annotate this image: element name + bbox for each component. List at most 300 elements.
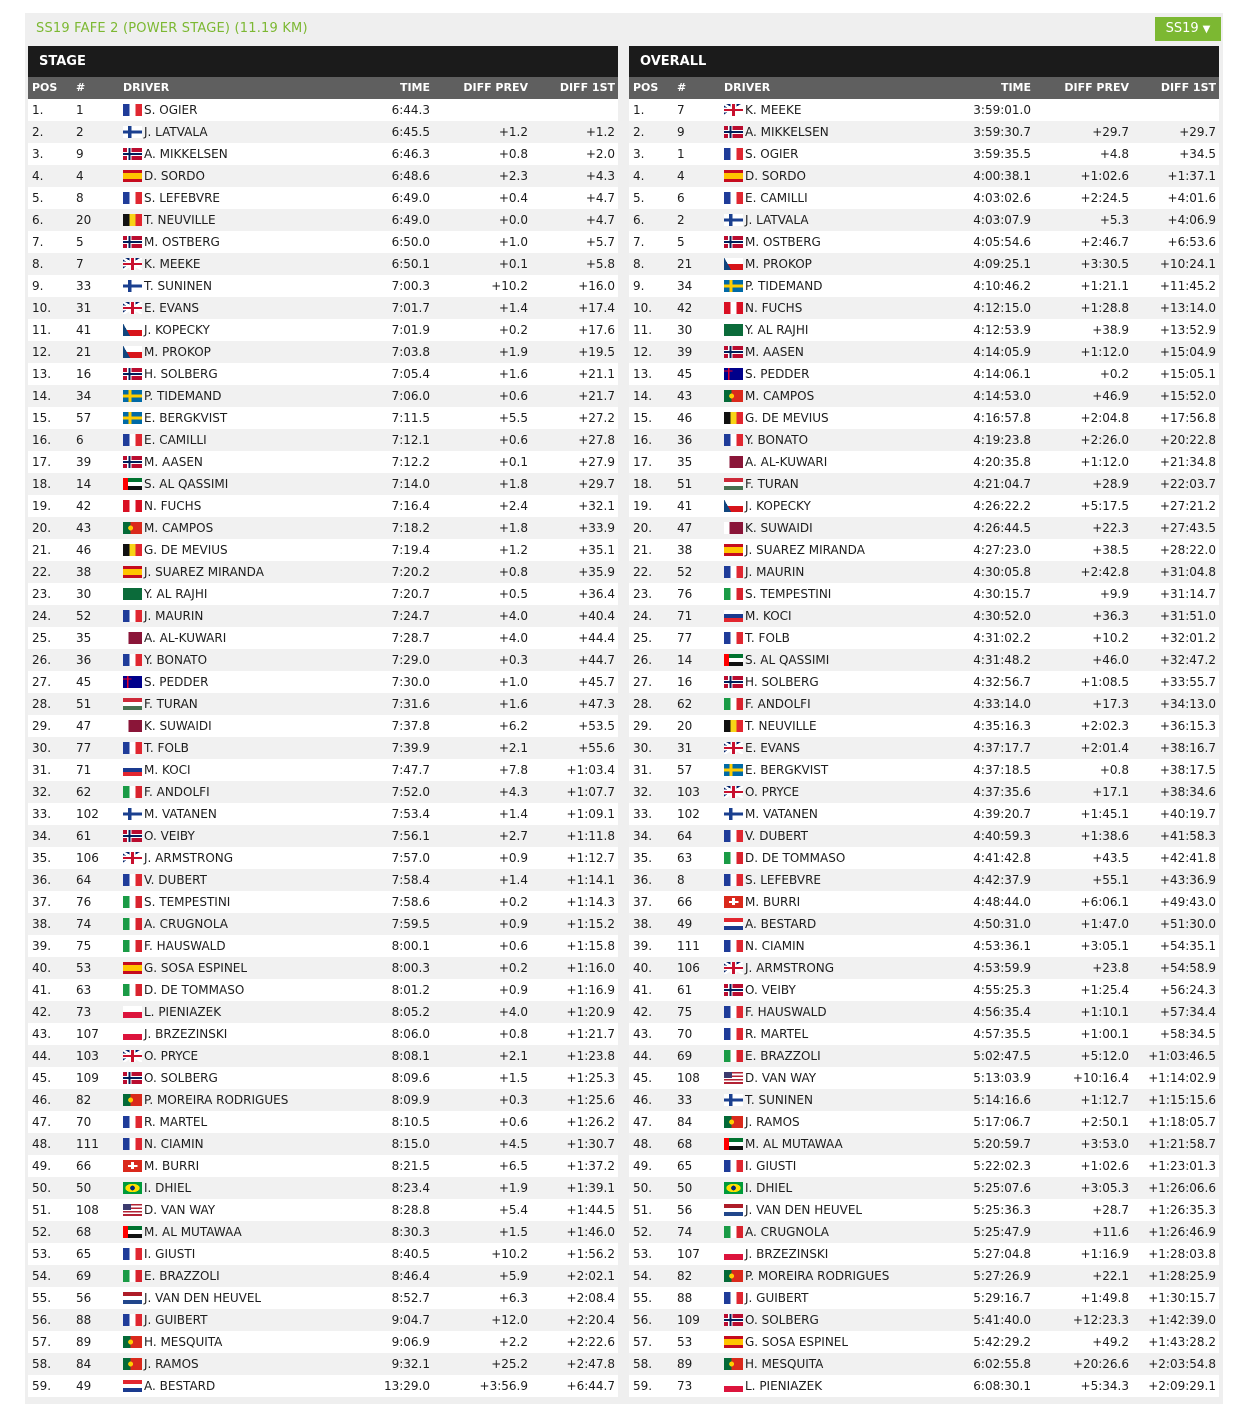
row-driver[interactable] (724, 1155, 796, 1177)
row-driver[interactable] (724, 649, 829, 671)
row-car-number: 5 (76, 235, 84, 249)
row-driver[interactable] (724, 341, 804, 363)
row-driver[interactable] (123, 1177, 191, 1199)
row-time: 4:09:25.1 (973, 257, 1031, 271)
row-driver[interactable] (724, 1133, 843, 1155)
row-driver[interactable] (724, 209, 809, 231)
row-driver[interactable] (724, 363, 809, 385)
row-driver[interactable] (123, 891, 230, 913)
flag-be-icon (123, 544, 142, 556)
row-driver[interactable] (123, 187, 220, 209)
row-driver[interactable] (724, 187, 808, 209)
row-driver[interactable] (123, 605, 203, 627)
driver-name: I. DHIEL (144, 1181, 192, 1195)
row-driver[interactable] (724, 1353, 823, 1375)
row-driver[interactable] (724, 561, 804, 583)
row-time: 7:57.0 (391, 851, 430, 865)
row-position: 49. (633, 1159, 653, 1173)
row-diff-first: +1:03:46.5 (1148, 1049, 1216, 1063)
row-diff-first: +32:47.2 (1159, 653, 1216, 667)
driver-name: F. ANDOLFI (144, 785, 210, 799)
row-diff-first: +1:09.1 (566, 807, 615, 821)
row-car-number: 36 (76, 653, 92, 667)
row-car-number: 35 (76, 631, 92, 645)
row-position: 11. (633, 323, 653, 337)
row-driver[interactable] (724, 253, 812, 275)
row-driver[interactable] (123, 99, 197, 121)
row-driver[interactable] (724, 715, 817, 737)
row-diff-first: +1:23:01.3 (1148, 1159, 1216, 1173)
row-time: 4:21:04.7 (973, 477, 1031, 491)
row-driver[interactable] (724, 1265, 889, 1287)
row-time: 7:58.6 (391, 895, 430, 909)
row-driver[interactable] (123, 1243, 195, 1265)
row-driver[interactable] (724, 165, 806, 187)
row-driver[interactable] (123, 759, 191, 781)
row-driver[interactable] (123, 627, 226, 649)
driver-name: J. VAN DEN HEUVEL (745, 1203, 863, 1217)
row-driver[interactable] (123, 1331, 222, 1353)
row-time: 7:29.0 (391, 653, 430, 667)
flag-it-icon (724, 1050, 743, 1062)
row-driver[interactable] (123, 583, 207, 605)
table-row (28, 385, 618, 407)
table-row (629, 847, 1219, 869)
table-row (629, 1287, 1219, 1309)
flag-se-icon (724, 764, 743, 776)
row-driver[interactable] (724, 825, 808, 847)
row-position: 16. (633, 433, 653, 447)
driver-name: J. LATVALA (745, 213, 809, 227)
table-row (28, 1199, 618, 1221)
row-diff-prev: +0.9 (498, 917, 528, 931)
row-driver[interactable] (123, 1155, 199, 1177)
row-car-number: 89 (76, 1335, 92, 1349)
row-driver[interactable] (724, 143, 798, 165)
row-driver[interactable] (123, 363, 218, 385)
row-driver[interactable] (724, 1067, 816, 1089)
row-position: 58. (633, 1357, 653, 1371)
row-driver[interactable] (724, 99, 801, 121)
row-driver[interactable] (123, 143, 228, 165)
row-car-number: 74 (677, 1225, 693, 1239)
row-driver[interactable] (123, 979, 244, 1001)
driver-name: M. PROKOP (745, 257, 812, 271)
row-time: 8:10.5 (391, 1115, 430, 1129)
flag-au-icon (724, 368, 743, 380)
table-row (629, 143, 1219, 165)
row-driver[interactable] (724, 275, 822, 297)
row-diff-prev: +0.6 (498, 939, 528, 953)
table-row (28, 671, 618, 693)
row-driver[interactable] (123, 209, 216, 231)
row-car-number: 88 (76, 1313, 92, 1327)
driver-name: V. DUBERT (745, 829, 808, 843)
row-driver[interactable] (123, 715, 212, 737)
row-driver[interactable] (123, 319, 210, 341)
row-driver[interactable] (724, 1001, 827, 1023)
row-position: 23. (633, 587, 653, 601)
table-row (28, 605, 618, 627)
row-driver[interactable] (123, 407, 227, 429)
row-diff-prev: +4.0 (498, 609, 528, 623)
flag-fr-icon (724, 192, 743, 204)
row-driver[interactable] (123, 429, 207, 451)
row-position: 36. (32, 873, 52, 887)
row-driver[interactable] (123, 1023, 227, 1045)
flag-fr-icon (724, 566, 743, 578)
table-row (28, 1309, 618, 1331)
row-driver[interactable] (123, 913, 228, 935)
row-driver[interactable] (724, 979, 796, 1001)
row-position: 5. (32, 191, 44, 205)
row-diff-prev: +36.3 (1092, 609, 1129, 623)
row-driver[interactable] (123, 121, 208, 143)
stage-selector-dropdown[interactable] (1155, 17, 1221, 41)
col-diff-first: DIFF 1ST (1160, 81, 1216, 94)
row-time: 4:40:59.3 (973, 829, 1031, 843)
driver-name: Y. AL RAJHI (745, 323, 809, 337)
row-driver[interactable] (123, 1133, 204, 1155)
row-diff-prev: +1.5 (498, 1225, 528, 1239)
row-driver[interactable] (724, 803, 818, 825)
row-car-number: 109 (76, 1071, 99, 1085)
row-car-number: 7 (76, 257, 84, 271)
row-car-number: 107 (76, 1027, 99, 1041)
row-driver[interactable] (724, 693, 811, 715)
row-driver[interactable] (724, 1089, 813, 1111)
row-driver[interactable] (724, 429, 808, 451)
col-time: TIME (399, 81, 430, 94)
table-row (629, 495, 1219, 517)
row-position: 4. (32, 169, 44, 183)
row-driver[interactable] (123, 451, 203, 473)
driver-name: N. FUCHS (745, 301, 803, 315)
flag-se-icon (123, 390, 142, 402)
row-position: 38. (633, 917, 653, 931)
flag-us-icon (123, 1204, 142, 1216)
row-position: 57. (32, 1335, 52, 1349)
row-position: 17. (32, 455, 52, 469)
table-row (28, 715, 618, 737)
row-car-number: 6 (76, 433, 84, 447)
table-row (28, 737, 618, 759)
row-position: 44. (32, 1049, 52, 1063)
row-car-number: 4 (76, 169, 84, 183)
row-time: 7:14.0 (391, 477, 430, 491)
row-driver[interactable] (724, 121, 829, 143)
row-time: 7:47.7 (391, 763, 430, 777)
driver-name: J. KOPECKY (144, 323, 210, 337)
row-time: 4:12:53.9 (973, 323, 1031, 337)
flag-fr-icon (123, 104, 142, 116)
row-driver[interactable] (724, 407, 829, 429)
row-diff-first: +47.3 (578, 697, 615, 711)
row-position: 35. (633, 851, 653, 865)
row-driver[interactable] (724, 627, 790, 649)
row-driver[interactable] (724, 1111, 800, 1133)
row-diff-first: +38:17.5 (1159, 763, 1216, 777)
row-driver[interactable] (724, 583, 831, 605)
row-driver[interactable] (123, 253, 200, 275)
row-driver[interactable] (123, 385, 221, 407)
flag-it-icon (724, 852, 743, 864)
row-time: 4:05:54.6 (973, 235, 1031, 249)
row-driver[interactable] (724, 891, 800, 913)
table-row (629, 539, 1219, 561)
row-diff-first: +40:19.7 (1159, 807, 1216, 821)
row-diff-first: +1.2 (585, 125, 615, 139)
row-driver[interactable] (724, 1221, 829, 1243)
flag-fi-icon (724, 808, 743, 820)
row-position: 12. (32, 345, 52, 359)
row-car-number: 52 (677, 565, 693, 579)
row-driver[interactable] (123, 825, 195, 847)
row-driver[interactable] (123, 1089, 288, 1111)
row-car-number: 108 (677, 1071, 700, 1085)
row-driver[interactable] (123, 1287, 261, 1309)
row-driver[interactable] (123, 1067, 218, 1089)
row-position: 3. (32, 147, 44, 161)
flag-pt-icon (724, 390, 743, 402)
flag-no-icon (724, 676, 743, 688)
row-driver[interactable] (724, 671, 819, 693)
row-diff-prev: +0.8 (498, 147, 528, 161)
row-driver[interactable] (123, 1353, 199, 1375)
row-diff-first: +1:12.7 (566, 851, 615, 865)
row-diff-prev: +0.9 (498, 983, 528, 997)
table-row (629, 517, 1219, 539)
driver-name: J. MAURIN (745, 565, 805, 579)
overall-heading: OVERALL (629, 46, 1219, 77)
row-time: 6:49.0 (391, 213, 430, 227)
row-driver[interactable] (724, 385, 814, 407)
table-row (629, 1023, 1219, 1045)
row-position: 29. (633, 719, 653, 733)
row-diff-prev: +2.7 (498, 829, 528, 843)
row-driver[interactable] (123, 231, 220, 253)
row-time: 6:44.3 (391, 103, 430, 117)
driver-name: A. BESTARD (745, 917, 817, 931)
row-driver[interactable] (123, 869, 207, 891)
row-driver[interactable] (123, 1001, 221, 1023)
row-car-number: 82 (677, 1269, 693, 1283)
driver-name: I. GIUSTI (745, 1159, 797, 1173)
flag-no-icon (724, 346, 743, 358)
row-position: 54. (633, 1269, 653, 1283)
row-driver[interactable] (724, 1023, 808, 1045)
row-driver[interactable] (123, 1375, 215, 1397)
row-driver[interactable] (123, 341, 211, 363)
row-time: 8:00.3 (391, 961, 430, 975)
row-car-number: 69 (76, 1269, 92, 1283)
row-driver[interactable] (724, 495, 811, 517)
flag-no-icon (123, 1072, 142, 1084)
row-diff-prev: +1.0 (498, 235, 528, 249)
row-driver[interactable] (724, 1375, 822, 1397)
row-time: 8:09.6 (391, 1071, 430, 1085)
row-diff-first: +2:47.8 (566, 1357, 615, 1371)
row-diff-prev: +0.1 (498, 257, 528, 271)
row-diff-first: +29.7 (1179, 125, 1216, 139)
row-diff-prev: +0.2 (498, 323, 528, 337)
row-car-number: 57 (677, 763, 693, 777)
row-position: 50. (32, 1181, 52, 1195)
table-row (28, 231, 618, 253)
row-diff-first: +1:14.1 (566, 873, 615, 887)
row-time: 4:14:53.0 (973, 389, 1031, 403)
row-driver[interactable] (724, 231, 821, 253)
table-row (28, 1155, 618, 1177)
row-driver[interactable] (123, 1221, 242, 1243)
row-driver[interactable] (724, 605, 792, 627)
row-diff-prev: +10:16.4 (1072, 1071, 1129, 1085)
row-car-number: 103 (677, 785, 700, 799)
row-driver[interactable] (123, 1309, 207, 1331)
row-driver[interactable] (724, 847, 845, 869)
row-diff-prev: +3:53.0 (1080, 1137, 1129, 1151)
row-time: 4:50:31.0 (973, 917, 1031, 931)
table-row (629, 715, 1219, 737)
flag-us-icon (724, 1072, 743, 1084)
flag-es-icon (123, 170, 142, 182)
row-time: 7:03.8 (391, 345, 430, 359)
row-diff-first: +53.5 (578, 719, 615, 733)
driver-name: N. CIAMIN (144, 1137, 204, 1151)
row-driver[interactable] (123, 275, 212, 297)
row-time: 7:58.4 (391, 873, 430, 887)
row-driver[interactable] (123, 803, 217, 825)
flag-fi-icon (724, 214, 743, 226)
driver-name: E. CAMILLI (144, 433, 207, 447)
table-row (629, 759, 1219, 781)
col-driver: DRIVER (724, 81, 771, 94)
flag-fr-icon (724, 1292, 743, 1304)
row-driver[interactable] (123, 539, 228, 561)
row-driver[interactable] (123, 517, 213, 539)
driver-name: P. MOREIRA RODRIGUES (144, 1093, 289, 1107)
table-row (629, 1199, 1219, 1221)
driver-name: S. LEFEBVRE (144, 191, 220, 205)
row-time: 4:30:52.0 (973, 609, 1031, 623)
row-driver[interactable] (123, 473, 228, 495)
row-car-number: 41 (677, 499, 693, 513)
row-driver[interactable] (724, 1243, 828, 1265)
row-driver[interactable] (724, 1199, 862, 1221)
flag-hu-icon (724, 478, 743, 490)
row-time: 8:00.1 (391, 939, 430, 953)
flag-no-icon (123, 368, 142, 380)
row-car-number: 68 (76, 1225, 92, 1239)
row-driver[interactable] (123, 649, 207, 671)
row-driver[interactable] (724, 1177, 792, 1199)
row-diff-first: +1:46.0 (566, 1225, 615, 1239)
row-driver[interactable] (123, 165, 205, 187)
row-driver[interactable] (724, 781, 799, 803)
driver-name: S. PEDDER (144, 675, 209, 689)
row-position: 6. (633, 213, 645, 227)
row-driver[interactable] (724, 319, 808, 341)
driver-name: Y. BONATO (745, 433, 809, 447)
row-driver[interactable] (724, 935, 805, 957)
driver-name: M. AL MUTAWAA (144, 1225, 242, 1239)
driver-name: J. ARMSTRONG (144, 851, 234, 865)
row-diff-prev: +0.3 (498, 653, 528, 667)
row-driver[interactable] (123, 1111, 207, 1133)
table-row (629, 1045, 1219, 1067)
row-car-number: 84 (76, 1357, 92, 1371)
row-driver[interactable] (123, 693, 198, 715)
row-driver[interactable] (724, 451, 827, 473)
row-driver[interactable] (724, 869, 821, 891)
row-driver[interactable] (724, 1045, 821, 1067)
row-driver[interactable] (123, 935, 226, 957)
flag-es-icon (123, 566, 142, 578)
row-position: 22. (633, 565, 653, 579)
row-driver[interactable] (123, 781, 210, 803)
row-driver[interactable] (724, 1331, 848, 1353)
row-diff-first: +27.2 (578, 411, 615, 425)
row-position: 59. (633, 1379, 653, 1393)
row-diff-prev: +1.6 (498, 367, 528, 381)
row-driver[interactable] (724, 473, 799, 495)
flag-pl-icon (724, 1248, 743, 1260)
row-driver[interactable] (123, 847, 233, 869)
table-row (28, 1067, 618, 1089)
row-driver[interactable] (724, 1287, 808, 1309)
row-driver[interactable] (123, 1265, 220, 1287)
driver-name: T. FOLB (745, 631, 790, 645)
flag-fr-icon (123, 1314, 142, 1326)
driver-name: M. PROKOP (144, 345, 211, 359)
row-driver[interactable] (724, 539, 865, 561)
driver-name: H. SOLBERG (144, 367, 218, 381)
row-driver[interactable] (724, 957, 834, 979)
row-driver[interactable] (123, 737, 189, 759)
row-car-number: 53 (76, 961, 92, 975)
col-time: TIME (1000, 81, 1031, 94)
driver-name: F. TURAN (144, 697, 198, 711)
row-driver[interactable] (123, 671, 208, 693)
flag-pe-icon (724, 302, 743, 314)
row-car-number: 47 (677, 521, 693, 535)
flag-fr-icon (724, 874, 743, 886)
row-driver[interactable] (724, 1309, 819, 1331)
row-diff-prev: +0.0 (498, 213, 528, 227)
row-driver[interactable] (123, 561, 264, 583)
driver-name: A. AL-KUWARI (745, 455, 828, 469)
flag-fr-icon (724, 434, 743, 446)
flag-gb-icon (123, 302, 142, 314)
row-driver[interactable] (123, 1199, 215, 1221)
row-diff-first: +1:25.3 (566, 1071, 615, 1085)
row-time: 4:27:23.0 (973, 543, 1031, 557)
row-diff-first: +15:04.9 (1159, 345, 1216, 359)
row-driver[interactable] (123, 297, 199, 319)
row-driver[interactable] (724, 297, 802, 319)
row-driver[interactable] (724, 759, 828, 781)
row-driver[interactable] (123, 495, 201, 517)
row-driver[interactable] (724, 737, 800, 759)
row-car-number: 71 (76, 763, 92, 777)
row-driver[interactable] (724, 913, 816, 935)
flag-fr-icon (724, 830, 743, 842)
row-time: 4:03:07.9 (973, 213, 1031, 227)
table-row (28, 539, 618, 561)
row-driver[interactable] (724, 517, 813, 539)
row-driver[interactable] (123, 1045, 198, 1067)
row-driver[interactable] (123, 957, 247, 979)
